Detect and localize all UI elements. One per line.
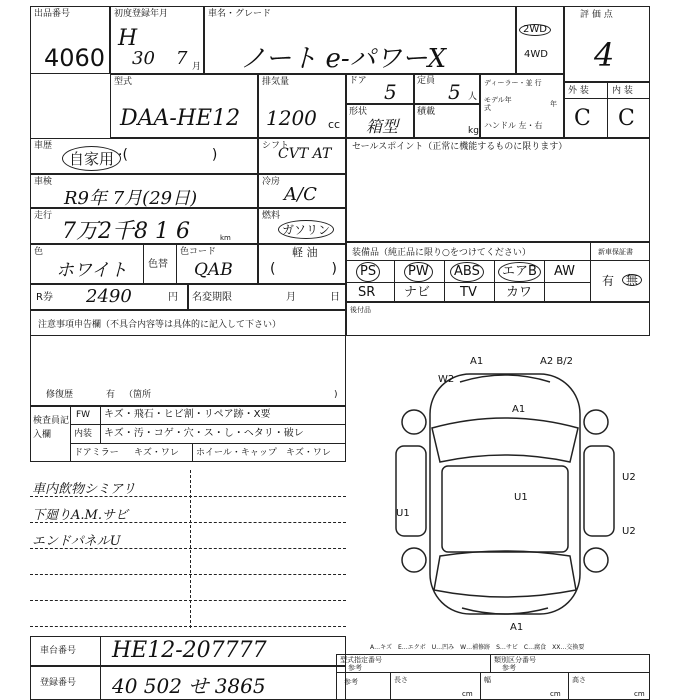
displacement-label: 排気量 <box>262 77 290 87</box>
spec-box <box>336 654 650 700</box>
mileage-unit: km <box>220 234 231 242</box>
inspection-label: 車検 <box>34 177 53 187</box>
name-value: ノート e-パワーX <box>240 44 447 74</box>
mark-u2-rear-right: U2 <box>622 526 636 537</box>
length-cm: cm <box>462 690 473 698</box>
exterior-value: C <box>574 106 591 131</box>
mark-u2-right: U2 <box>622 472 636 483</box>
mark-a1-hood: A1 <box>512 404 526 415</box>
after-box <box>346 302 650 336</box>
model-label: 型式 <box>114 77 133 87</box>
wheel-text: キズ・ワレ <box>286 448 331 458</box>
note-1: 車内飲物シミアリ <box>32 482 136 497</box>
shift-label: シフト <box>262 141 290 151</box>
fw-text: キズ・飛石・ヒビ割・リペア跡・X要 <box>104 409 271 420</box>
recycle-unit: 円 <box>168 292 178 303</box>
fuel-label: 燃料 <box>262 211 281 221</box>
length-label: 長さ <box>394 676 408 684</box>
repair-label: 修復歴 <box>46 390 74 400</box>
shift-value: CVT AT <box>278 146 332 162</box>
recycle-label: R券 <box>36 292 53 303</box>
first-reg-era: H <box>118 26 138 51</box>
diagram-legend: A…キズ E…エクボ U…凹み W…補修跡 S…サビ C…腐食 XX…交換要 <box>370 644 585 651</box>
recycle-value: 2490 <box>86 286 132 307</box>
capacity-value: 5 <box>448 80 461 104</box>
equip-airbag: エアB <box>498 262 541 282</box>
ref-2: 参考 <box>502 664 516 672</box>
mileage-value: 7万2千8 1 6 <box>62 219 190 244</box>
first-reg-label: 初度登録年月 <box>114 9 169 19</box>
shape-label: 形状 <box>349 107 368 117</box>
repair-yes: 有 <box>106 390 116 400</box>
interior-row-text: キズ・汚・コゲ・穴・ス・し・ヘタリ・破レ <box>104 428 304 439</box>
equip-sr: SR <box>358 285 376 300</box>
mark-u1-roof: U1 <box>514 492 528 503</box>
inspection-value: R9年 7月(29日) <box>64 188 198 209</box>
handle-label: ハンドル 左・右 <box>484 121 543 130</box>
load-unit: kg <box>468 126 479 136</box>
door-label: ドア <box>349 76 367 86</box>
mileage-label: 走行 <box>34 211 53 221</box>
interior-label: 内 装 <box>612 86 633 96</box>
wheel-label: ホイール・キャップ <box>196 448 277 458</box>
light-oil: 軽 油 <box>292 246 318 259</box>
ref-label: 参考 <box>344 678 358 686</box>
aircon-value: A/C <box>284 184 317 205</box>
mark-a2: A2 B/2 <box>540 356 573 367</box>
capacity-unit: 人 <box>468 92 478 102</box>
first-reg-year: 30 <box>132 48 155 69</box>
equipment-label: 装備品（純正品に限り○をつけてください） <box>352 248 531 258</box>
dealer-label: ディーラー・並 行 <box>484 79 542 87</box>
note-3: エンドパネルU <box>32 534 121 549</box>
sales-point-label: セールスポイント（正常に機能するものに限ります） <box>352 142 568 152</box>
usage-paren: ·( ) <box>118 147 218 163</box>
score-value: 4 <box>594 36 615 74</box>
equip-leather: カワ <box>506 285 533 300</box>
cert-label: 型式指定番号 <box>340 656 382 664</box>
displacement-value: 1200 <box>266 106 317 130</box>
warranty-yes: 有 <box>602 274 615 288</box>
sales-point-box <box>346 138 650 242</box>
light-oil-paren: ( ) <box>270 261 337 277</box>
class-label: 類別区分番号 <box>494 656 536 664</box>
exterior-label: 外 装 <box>568 86 589 96</box>
vin-label: 車台番号 <box>40 646 77 656</box>
height-label: 高さ <box>572 676 586 684</box>
drive-2wd: 2WD <box>519 24 551 36</box>
equip-aw: AW <box>554 264 576 279</box>
equip-ps: PS <box>356 262 380 282</box>
mirror-label: ドアミラー <box>74 448 119 458</box>
mark-a1-front: A1 <box>470 356 484 367</box>
inspector-label: 検査員記入欄 <box>33 416 70 440</box>
warranty-no: 無 <box>622 274 642 286</box>
model-year-label: モデル年式 <box>484 96 512 112</box>
repair-place: （箇所 <box>124 390 152 400</box>
equip-tv: TV <box>460 285 477 300</box>
color-change-label: 色替 <box>148 259 168 270</box>
interior-row-label: 内装 <box>74 429 93 439</box>
color-code-label: 色コード <box>180 247 217 257</box>
usage-value: 自家用 <box>62 146 121 171</box>
equip-abs: ABS <box>450 262 484 282</box>
ref-1: 参考 <box>348 664 362 672</box>
equip-navi: ナビ <box>404 285 431 300</box>
lot-label: 出品番号 <box>34 9 71 19</box>
reg-value: 40 502 せ 3865 <box>112 674 266 698</box>
equip-pw: PW <box>404 262 433 282</box>
aircon-label: 冷房 <box>262 177 281 187</box>
model-year-unit: 年 <box>550 100 557 108</box>
after-label: 後付品 <box>350 306 371 314</box>
car-damage-diagram <box>360 350 650 635</box>
lot-value: 4060 <box>44 44 106 72</box>
capacity-label: 定員 <box>417 76 436 86</box>
displacement-unit: cc <box>328 118 341 131</box>
color-code-value: QAB <box>194 260 233 280</box>
height-cm: cm <box>634 690 645 698</box>
door-value: 5 <box>384 80 397 104</box>
load-label: 積載 <box>417 107 436 117</box>
name-label: 車名・グレード <box>208 9 272 19</box>
caution-label: 注意事項申告欄（不具合内容等は具体的に記入して下さい） <box>38 320 282 330</box>
mark-w2: W2 <box>438 374 455 385</box>
model-value: DAA-HE12 <box>120 106 241 131</box>
drive-4wd: 4WD <box>524 49 548 60</box>
note-2: 下廻りA.M.サビ <box>32 508 128 523</box>
mark-u1-left: U1 <box>396 508 410 519</box>
shape-value: 箱型 <box>366 117 399 136</box>
name-change-label: 名変期限 <box>192 292 232 303</box>
name-change-month: 月 <box>286 292 296 303</box>
width-cm: cm <box>550 690 561 698</box>
reg-label: 登録番号 <box>40 678 77 688</box>
name-change-day: 日 <box>330 292 340 303</box>
mirror-text: キズ・ワレ <box>134 448 179 458</box>
interior-value: C <box>618 106 635 131</box>
drive-box <box>516 6 564 74</box>
first-reg-month-unit: 月 <box>192 62 202 72</box>
mark-a1-rear: A1 <box>510 622 524 633</box>
color-value: ホワイト <box>56 260 128 281</box>
score-label: 評 価 点 <box>580 10 613 20</box>
new-warranty-label: 新車保証書 <box>598 248 633 256</box>
fw-label: FW <box>76 410 91 420</box>
color-label: 色 <box>34 247 44 257</box>
width-label: 幅 <box>484 676 491 684</box>
usage-label: 車歴 <box>34 141 53 151</box>
first-reg-month: 7 <box>176 48 188 69</box>
fuel-value: ガソリン <box>278 220 334 239</box>
vin-value: HE12-207777 <box>112 638 267 663</box>
repair-paren-close: ) <box>334 390 338 400</box>
